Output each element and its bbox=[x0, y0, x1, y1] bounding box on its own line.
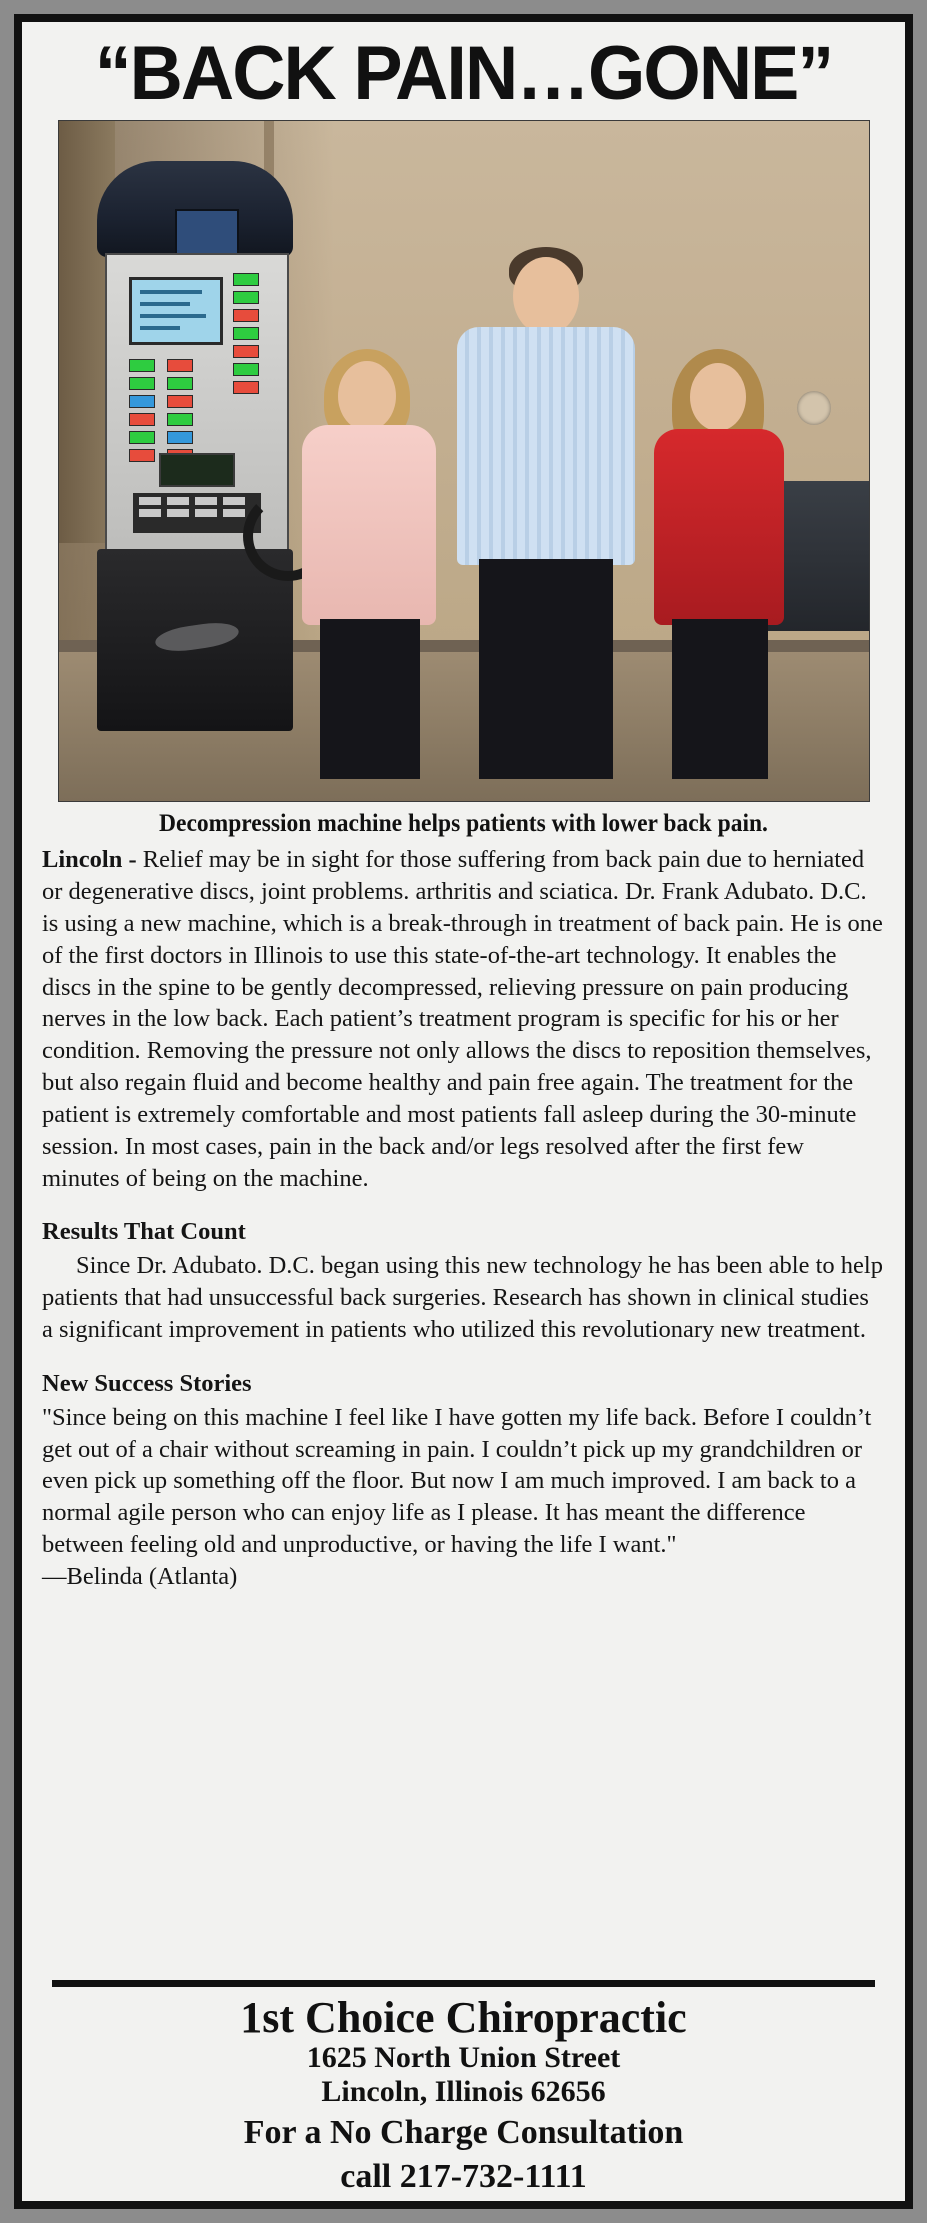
advertisement-footer bbox=[36, 1980, 891, 2201]
section-heading-results: Results That Count bbox=[42, 1218, 246, 1246]
machine-button-column-c bbox=[167, 359, 193, 467]
clinic-address-line2: Lincoln, Illinois 62656 bbox=[321, 2074, 606, 2108]
advertisement-body bbox=[20, 20, 907, 2203]
wall-plate-icon bbox=[797, 391, 831, 425]
cta-phone[interactable]: call 217-732-1111 bbox=[340, 2157, 587, 2195]
clinic-address-line1: 1625 North Union Street bbox=[306, 2041, 621, 2075]
machine-lcd bbox=[159, 453, 235, 487]
article-body bbox=[42, 844, 885, 1593]
photo-scene bbox=[59, 121, 869, 801]
machine-display bbox=[129, 277, 223, 345]
article-photo bbox=[58, 120, 870, 802]
legs bbox=[479, 559, 613, 779]
head bbox=[513, 257, 579, 335]
torso bbox=[302, 425, 436, 625]
machine-base bbox=[97, 549, 293, 731]
decompression-machine bbox=[91, 161, 301, 731]
torso bbox=[457, 327, 635, 565]
machine-logo-icon bbox=[153, 619, 240, 654]
section-body-stories: "Since being on this machine I feel like I have gotten my life back. Before I couldn’t get out of a chair without screaming in pain. I couldn’t pick up my grandchildren or even pick up something off the floor. But now I am much improved. I am back to a normal agile person who can enjoy life as I please. It has meant the difference between feeling old and unproductive, or having the life I want." bbox=[42, 1403, 872, 1559]
dateline: Lincoln - bbox=[42, 846, 143, 874]
person-center bbox=[451, 247, 641, 779]
lede-text: Relief may be in sight for those suffering from back pain due to herniated or degenerative discs, joint problems. arthritis and sciatica. Dr. Frank Adubato. D.C. is using a new machine, which is a break-through in treatment of back pain. He is one of the first doctors in Illinois to use this state-of-the-art technology. It enables the discs in the spine to be gently decompressed, relieving pressure on pain producing nerves in the low back. Each patient’s treatment program is specific for his or her condition. Removing the pressure not only allows the discs to reposition themselves, but also regain fluid and become healthy and pain free again. The treatment for the patient is extremely comfortable and most patients fall asleep during the 30-minute session. In most cases, pain in the back and/or legs resolved after the first few minutes of being on the machine. bbox=[42, 846, 883, 1192]
legs bbox=[320, 619, 420, 779]
machine-button-column-a bbox=[233, 273, 259, 399]
cta-line1: For a No Charge Consultation bbox=[243, 2114, 684, 2152]
photo-caption: Decompression machine helps patients with lower back pain. bbox=[159, 810, 768, 838]
machine-button-column-b bbox=[129, 359, 155, 467]
section-heading-stories: New Success Stories bbox=[42, 1369, 252, 1397]
section-body-results: Since Dr. Adubato. D.C. began using this new technology he has been able to help patients that had unsuccessful back surgeries. Research has shown in clinical studies a significant improvement in patients who utilized this revolutionary new treatment. bbox=[42, 1252, 883, 1343]
advertisement-frame bbox=[14, 14, 913, 2209]
legs bbox=[672, 619, 768, 779]
machine-top-screen bbox=[175, 209, 239, 259]
person-right bbox=[644, 349, 794, 779]
machine-keypad bbox=[133, 493, 261, 533]
torso bbox=[654, 429, 784, 625]
testimonial-attribution: —Belinda (Atlanta) bbox=[42, 1562, 238, 1590]
divider bbox=[52, 1980, 875, 1987]
page-title: “BACK PAIN…GONE” bbox=[94, 31, 833, 116]
machine-hood bbox=[97, 161, 293, 257]
lede-paragraph bbox=[42, 844, 885, 1194]
person-left bbox=[294, 349, 444, 779]
head bbox=[338, 361, 396, 431]
clinic-name: 1st Choice Chiropractic bbox=[240, 1992, 687, 2042]
head bbox=[690, 363, 746, 431]
